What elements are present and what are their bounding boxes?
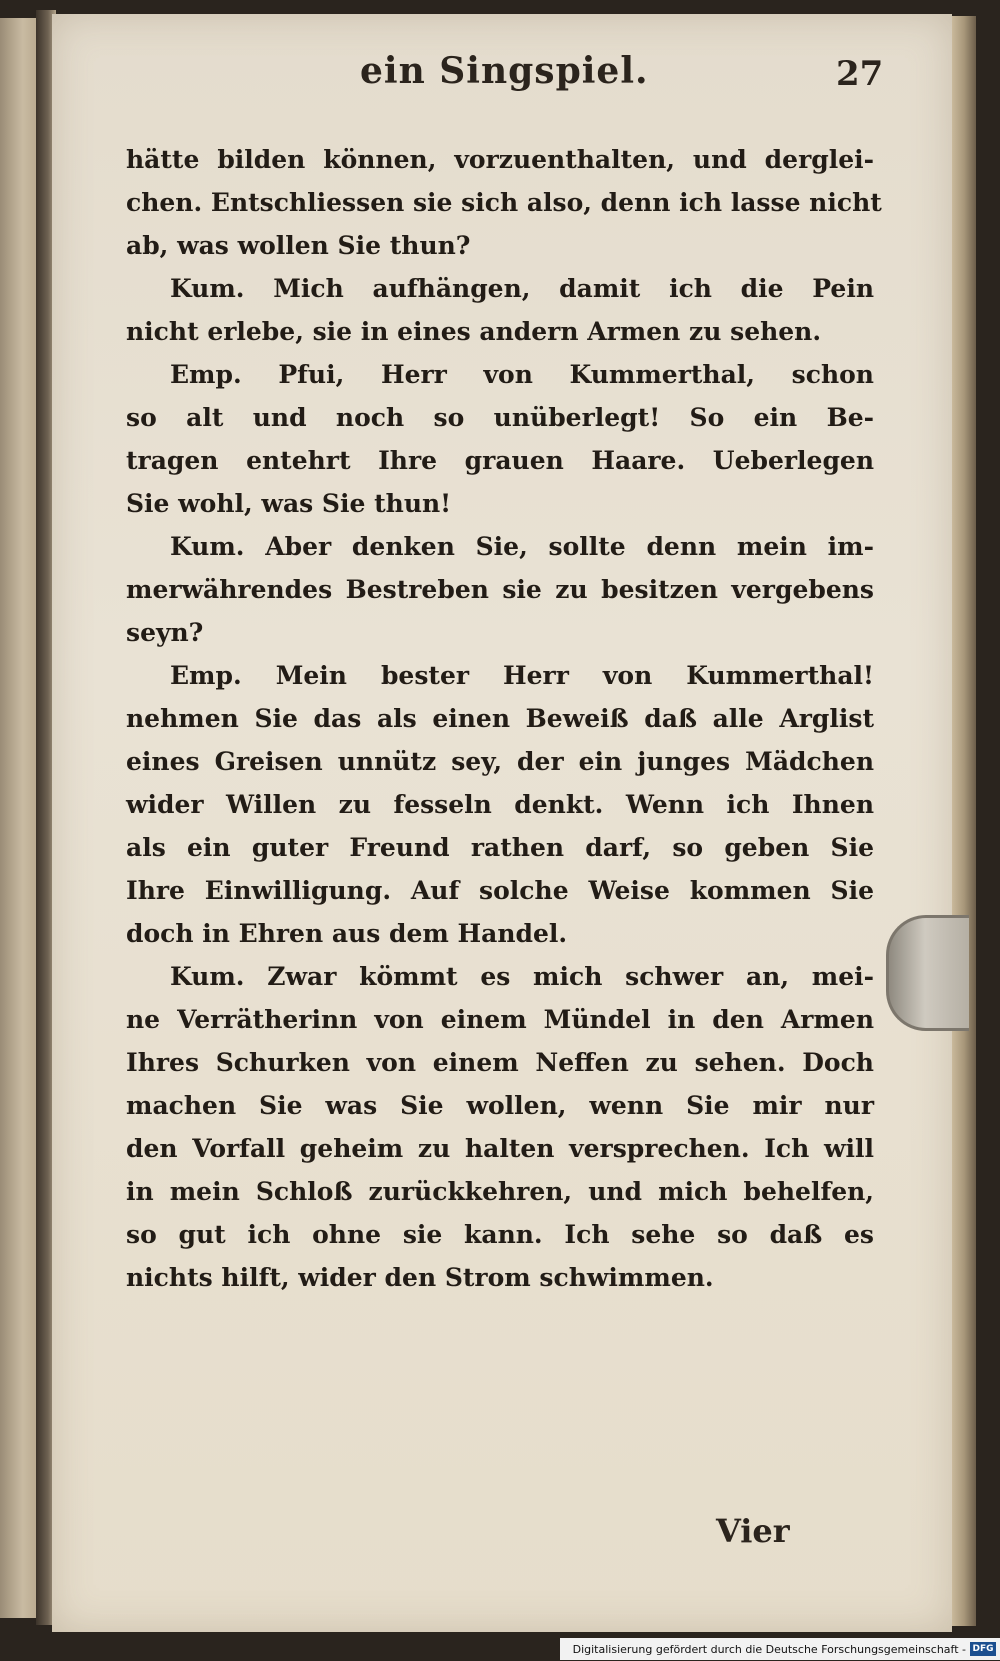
- dfg-logo-icon: DFG: [970, 1642, 996, 1656]
- text-line: in mein Schloß zurückkehren, und mich behelfen,: [126, 1177, 874, 1206]
- text-line: ne Verrätherinn von einem Mündel in den Armen: [126, 1005, 874, 1034]
- text-line: ab, was wollen Sie thun?: [126, 231, 471, 260]
- text-line: Sie wohl, was Sie thun!: [126, 489, 452, 518]
- text-line: Emp. Mein bester Herr von Kummerthal!: [170, 661, 874, 690]
- page-number: 27: [836, 54, 884, 94]
- running-head: ein Singspiel.: [360, 50, 649, 92]
- text-line: den Vorfall geheim zu halten versprechen. Ich will: [126, 1134, 874, 1163]
- page-clip: [886, 915, 969, 1031]
- footer-credit: Digitalisierung gefördert durch die Deutsche Forschungsgemeinschaft -: [572, 1642, 966, 1656]
- text-line: tragen entehrt Ihre grauen Haare. Ueberlegen: [126, 446, 874, 475]
- text-line: merwährendes Bestreben sie zu besitzen vergebens: [126, 575, 874, 604]
- text-line: Ihre Einwilligung. Auf solche Weise kommen Sie: [126, 876, 874, 905]
- text-line: als ein guter Freund rathen darf, so geben Sie: [126, 833, 874, 862]
- text-line: so alt und noch so unüberlegt! So ein Be-: [126, 403, 874, 432]
- text-line: wider Willen zu fesseln denkt. Wenn ich Ihnen: [126, 790, 874, 819]
- text-line: machen Sie was Sie wollen, wenn Sie mir nur: [126, 1091, 874, 1120]
- text-line: chen. Entschliessen sie sich also, denn ich lasse nicht: [126, 188, 882, 217]
- text-line: hätte bilden können, vorzuenthalten, und derglei-: [126, 145, 874, 174]
- text-line: nicht erlebe, sie in eines andern Armen zu sehen.: [126, 317, 822, 346]
- text-line: seyn?: [126, 618, 204, 647]
- page-stack-edge: [952, 16, 976, 1626]
- text-line: Ihres Schurken von einem Neffen zu sehen. Doch: [126, 1048, 874, 1077]
- text-line: nehmen Sie das als einen Beweiß daß alle Arglist: [126, 704, 874, 733]
- text-line: Kum. Mich aufhängen, damit ich die Pein: [170, 274, 874, 303]
- catchword: Vier: [716, 1512, 790, 1550]
- text-line: doch in Ehren aus dem Handel.: [126, 919, 568, 948]
- text-line: Emp. Pfui, Herr von Kummerthal, schon: [170, 360, 874, 389]
- left-page-edge: [0, 18, 38, 1618]
- text-line: Kum. Zwar kömmt es mich schwer an, mei-: [170, 962, 874, 991]
- text-line: so gut ich ohne sie kann. Ich sehe so daß es: [126, 1220, 874, 1249]
- text-line: eines Greisen unnütz sey, der ein junges Mädchen: [126, 747, 874, 776]
- digitization-footer: [560, 1638, 1000, 1660]
- text-line: Kum. Aber denken Sie, sollte denn mein im-: [170, 532, 874, 561]
- text-line: nichts hilft, wider den Strom schwimmen.: [126, 1263, 714, 1292]
- body-text: [126, 138, 882, 1299]
